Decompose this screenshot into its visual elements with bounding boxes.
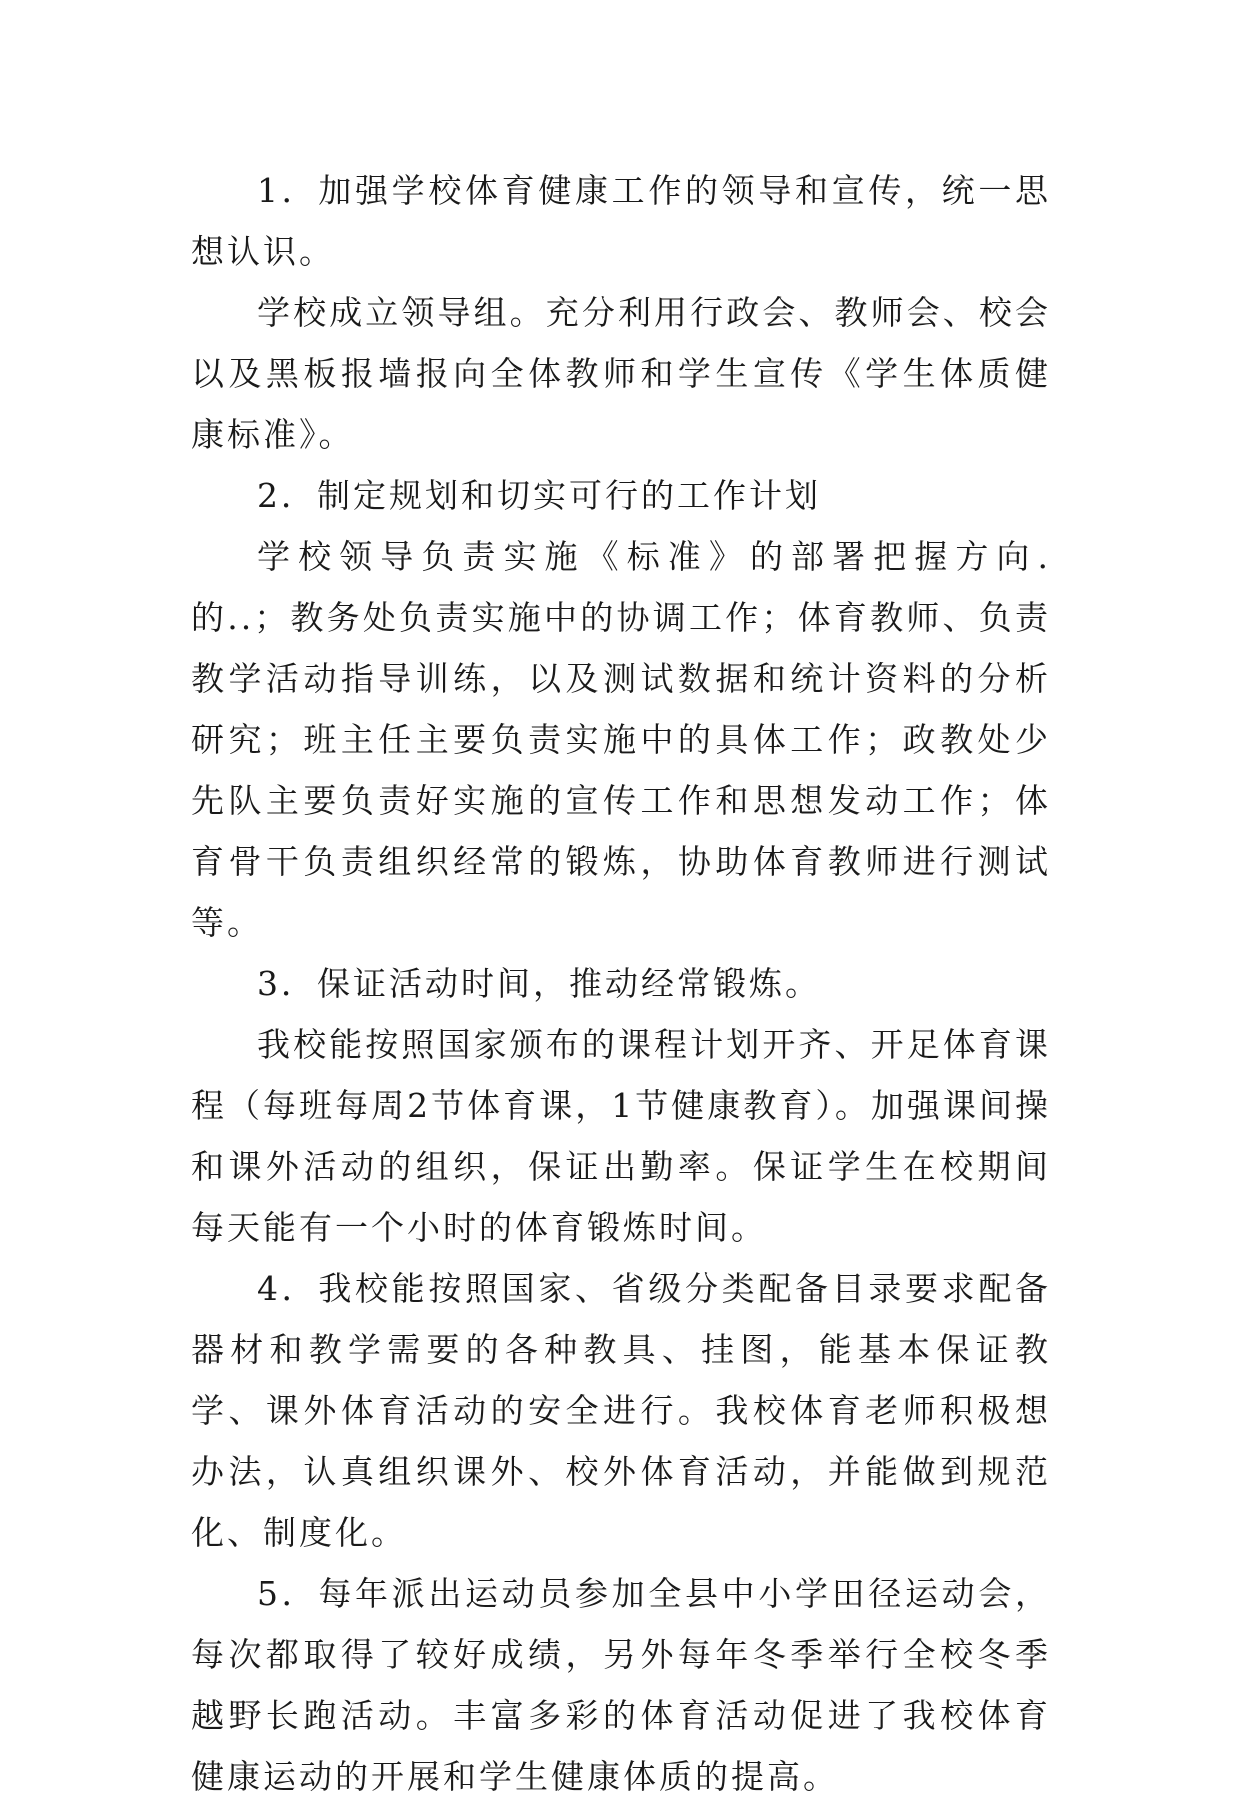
document-body <box>191 160 1051 1807</box>
paragraph-item-4: 4．我校能按照国家、省级分类配备目录要求配备器材和教学需要的各种教具、挂图，能基本保证教学、课外体育活动的安全进行。我校体育老师积极想办法，认真组织课外、校外体育活动，并能做到规范化、制度化。 <box>191 1269 1051 1552</box>
paragraph-item-2: 2．制定规划和切实可行的工作计划 <box>257 476 821 515</box>
paragraph-responsibilities: 学校领导负责实施《标准》的部署把握方向.的..；教务处负责实施中的协调工作；体育教师、负责教学活动指导训练，以及测试数据和统计资料的分析研究；班主任主要负责实施中的具体工作；政教处少先队主要负责好实施的宣传工作和思想发动工作；体育骨干负责组织经常的锻炼，协助体育教师进行测试等。 <box>191 537 1051 942</box>
paragraph-item-3: 3．保证活动时间，推动经常锻炼。 <box>257 964 821 1003</box>
paragraph-leadership-group: 学校成立领导组。充分利用行政会、教师会、校会以及黑板报墙报向全体教师和学生宣传《学生体质健康标准》。 <box>191 293 1051 454</box>
paragraph-item-5: 5．每年派出运动员参加全县中小学田径运动会，每次都取得了较好成绩，另外每年冬季举行全校冬季越野长跑活动。丰富多彩的体育活动促进了我校体育健康运动的开展和学生健康体质的提高。 <box>191 1574 1051 1796</box>
paragraph-item-1: 1．加强学校体育健康工作的领导和宣传，统一思想认识。 <box>191 171 1051 271</box>
paragraph-course-plan: 我校能按照国家颁布的课程计划开齐、开足体育课程（每班每周2节体育课，1节健康教育）。加强课间操和课外活动的组织，保证出勤率。保证学生在校期间每天能有一个小时的体育锻炼时间。 <box>191 1025 1051 1247</box>
